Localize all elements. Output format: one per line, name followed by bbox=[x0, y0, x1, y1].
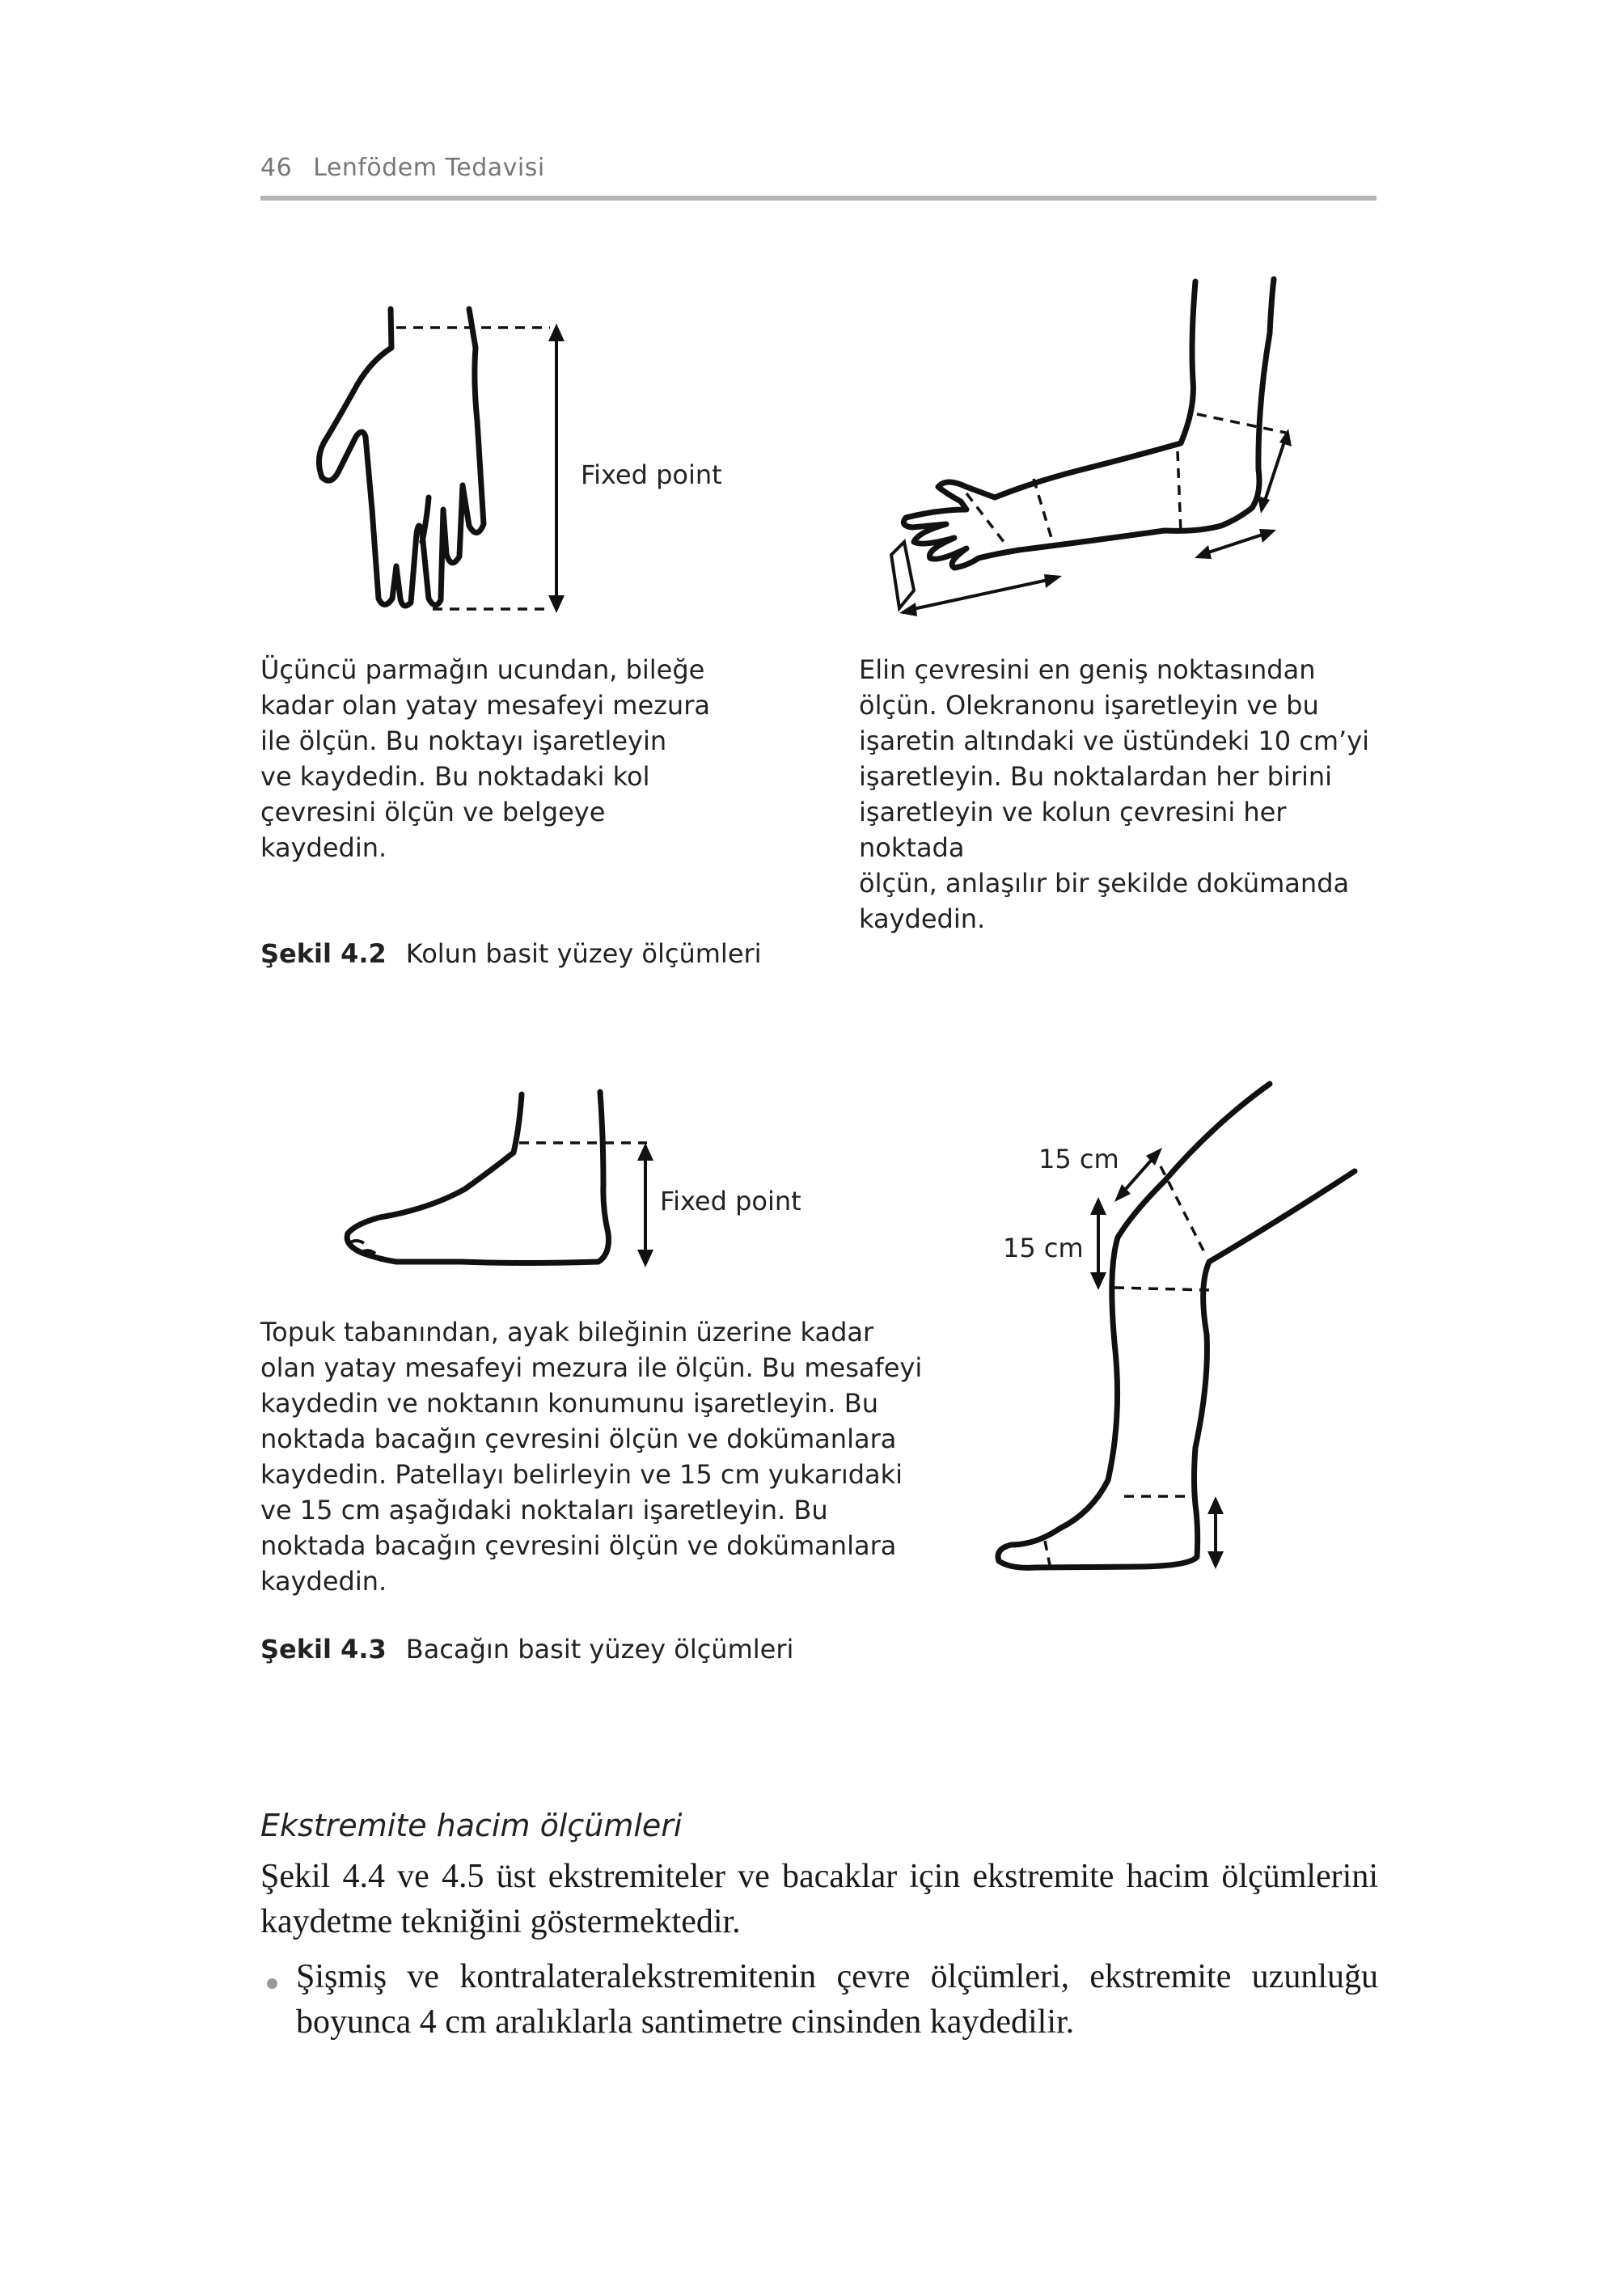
bullet-text: Şişmiş ve kontralateralekstremitenin çevre ölçümleri, ekstremite uzunluğu boyunca 4 cm aralıklarla santimetre cinsinden kaydedilir. bbox=[296, 1958, 1378, 2041]
hand-outline bbox=[319, 309, 484, 606]
foot-fixed-point-label: Fixed point bbox=[660, 1186, 801, 1216]
figure-4-2-number: Şekil 4.2 bbox=[260, 938, 387, 969]
hand-fixed-point-label: Fixed point bbox=[581, 459, 722, 490]
section-title: Ekstremite hacim ölçümleri bbox=[260, 1808, 683, 1843]
hand-illustration bbox=[307, 299, 598, 619]
section-paragraph: Şekil 4.4 ve 4.5 üst ekstremiteler ve bacaklar için ekstremite hacim ölçümlerini kaydetme tekniğini göstermektedir. bbox=[260, 1858, 1378, 1940]
bullet-dot bbox=[267, 1978, 277, 1989]
running-header bbox=[260, 154, 545, 182]
page-number: 46 bbox=[260, 154, 293, 182]
header-rule bbox=[260, 196, 1377, 201]
figure-4-3-caption bbox=[260, 1634, 793, 1665]
arm-illustration bbox=[890, 275, 1343, 639]
foot-illustration bbox=[332, 1088, 671, 1282]
figure-4-2-caption bbox=[260, 938, 762, 969]
figure-4-2-title: Kolun basit yüzey ölçümleri bbox=[405, 938, 762, 969]
arm-outline bbox=[903, 279, 1274, 568]
leg-instructions: Topuk tabanından, ayak bileğinin üzerine kadar olan yatay mesafeyi mezura ile ölçün. Bu mesafeyi kaydedin ve noktanın konumunu işaretleyin. Bu noktada bacağın çevresini ölçün ve dokümanlara kaydedin. Patellayı belirleyin ve 15 cm yukarıdaki ve 15 cm aşağıdaki noktaları işaretleyin. Bu noktada bacağın çevresini ölçün ve dokümanlara kaydedin. bbox=[260, 1317, 923, 1597]
figure-4-3-number: Şekil 4.3 bbox=[260, 1634, 387, 1665]
upper-15cm-label: 15 cm bbox=[1038, 1144, 1119, 1174]
running-title: Lenfödem Tedavisi bbox=[313, 154, 545, 182]
foot-outline bbox=[347, 1092, 608, 1263]
figure-4-3-title: Bacağın basit yüzey ölçümleri bbox=[405, 1634, 794, 1665]
hand-instructions: Üçüncü parmağın ucundan, bileğe kadar olan yatay mesafeyi mezura ile ölçün. Bu noktayı işaretleyin ve kaydedin. Bu noktadaki kol çevresini ölçün ve belgeye kaydedin. bbox=[260, 654, 710, 863]
arm-instructions: Elin çevresini en geniş noktasından ölçün. Olekranonu işaretleyin ve bu işaretin altındaki ve üstündeki 10 cm’yi işaretleyin. Bu noktalardan her birini işaretleyin ve kolun çevresini her noktada ölçün, anlaşılır bir şekilde dokümanda kaydedin. bbox=[859, 654, 1370, 934]
lower-15cm-label: 15 cm bbox=[1003, 1233, 1084, 1263]
